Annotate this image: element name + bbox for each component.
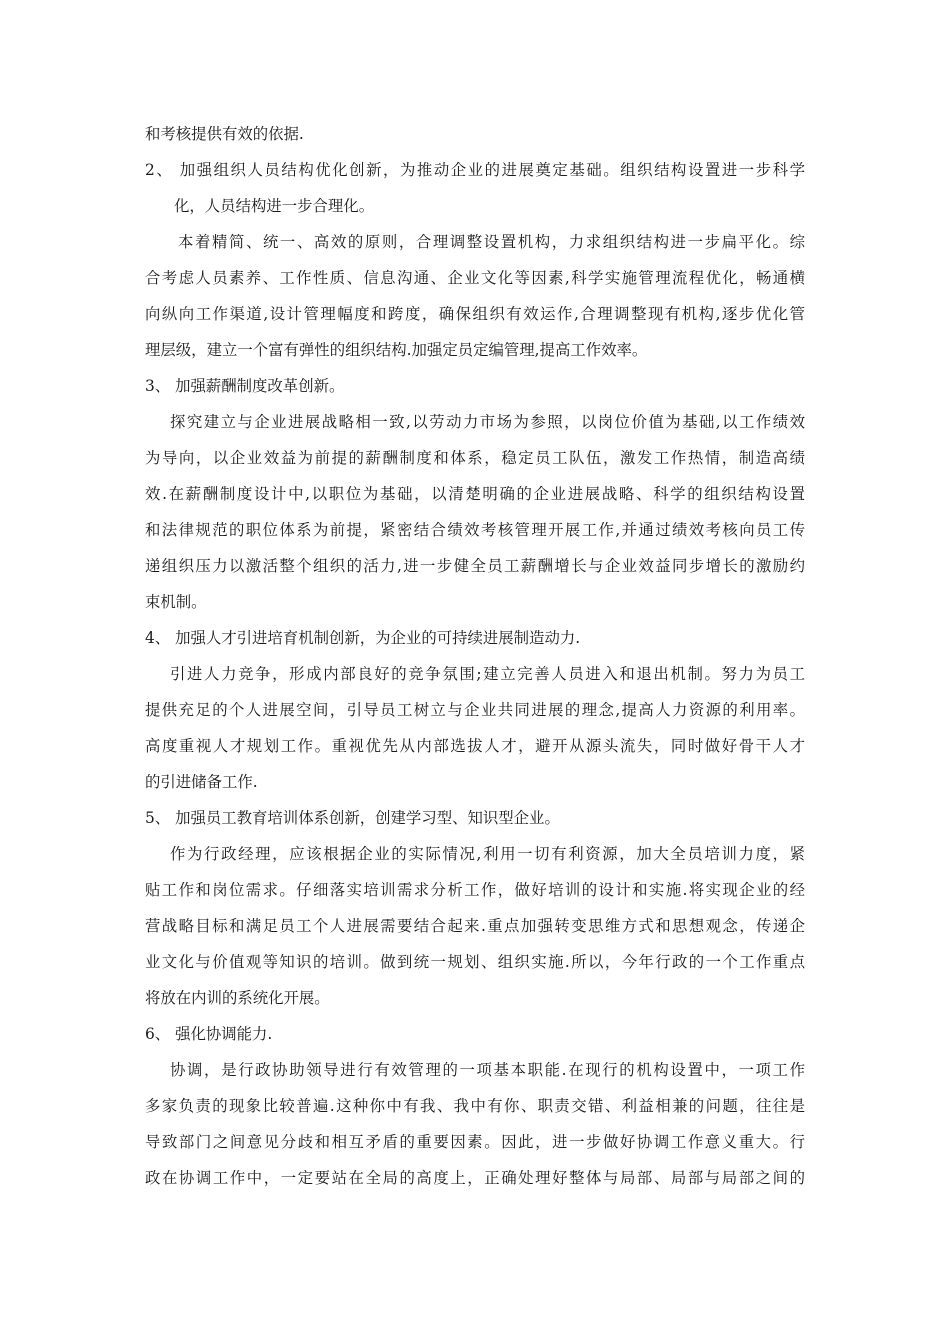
paragraph-line: 为导向，以企业效益为前提的薪酬制度和体系，稳定员工队伍，激发工作热情，制造高绩 [145, 449, 805, 467]
paragraph-line: 递组织压力以激活整个组织的活力,进一步健全员工薪酬增长与企业效益同步增长的激励约 [145, 557, 805, 575]
paragraph-line: 多家负责的现象比较普遍.这种你中有我、我中有你、职责交错、利益相兼的问题，往往是 [145, 1097, 805, 1115]
paragraph-line: 和法律规范的职位体系为前提，紧密结合绩效考核管理开展工作,并通过绩效考核向员工传 [145, 521, 805, 539]
paragraph-line: 的引进储备工作. [145, 773, 258, 791]
paragraph-line: 贴工作和岗位需求。仔细落实培训需求分析工作，做好培训的设计和实施.将实现企业的经 [145, 881, 805, 899]
paragraph-line: 效.在薪酬制度设计中,以职位为基础，以清楚明确的企业进展战略、科学的组织结构设置 [145, 485, 805, 503]
paragraph-line: 政在协调工作中，一定要站在全局的高度上，正确处理好整体与局部、局部与局部之间的 [145, 1169, 805, 1187]
paragraph-line: 本着精简、统一、高效的原则，合理调整设置机构，力求组织结构进一步扁平化。综 [178, 233, 805, 251]
section-heading-5: 5、 加强员工教育培训体系创新，创建学习型、知识型企业。 [145, 809, 560, 827]
section-heading-6: 6、 强化协调能力. [145, 1025, 273, 1043]
paragraph-line: 引进人力竞争，形成内部良好的竞争氛围;建立完善人员进入和退出机制。努力为员工 [170, 665, 805, 683]
paragraph-line: 营战略目标和满足员工个人进展需要结合起来.重点加强转变思维方式和思想观念，传递企 [145, 917, 805, 935]
section-heading-3: 3、 加强薪酬制度改革创新。 [145, 377, 345, 395]
paragraph-line: 协调，是行政协助领导进行有效管理的一项基本职能.在现行的机构设置中，一项工作 [170, 1061, 805, 1079]
paragraph-line: 向纵向工作渠道,设计管理幅度和跨度，确保组织有效运作,合理调整现有机构,逐步优化管 [145, 305, 805, 323]
paragraph-line: 导致部门之间意见分歧和相互矛盾的重要因素。因此，进一步做好协调工作意义重大。行 [145, 1133, 805, 1151]
text-line: 化，人员结构进一步合理化。 [174, 197, 375, 215]
section-heading-2: 2、 加强组织人员结构优化创新，为推动企业的进展奠定基础。组织结构设置进一步科学 [145, 161, 805, 179]
paragraph-line: 理层级，建立一个富有弹性的组织结构.加强定员定编管理,提高工作效率。 [145, 341, 648, 359]
paragraph-line: 业文化与价值观等知识的培训。做到统一规划、组织实施.所以，今年行政的一个工作重点 [145, 953, 805, 971]
paragraph-line: 高度重视人才规划工作。重视优先从内部选拔人才，避开从源头流失，同时做好骨干人才 [145, 737, 805, 755]
paragraph-line: 作为行政经理，应该根据企业的实际情况,利用一切有利资源，加大全员培训力度，紧 [170, 845, 805, 863]
paragraph-line: 探究建立与企业进展战略相一致,以劳动力市场为参照，以岗位价值为基础,以工作绩效 [170, 413, 805, 431]
paragraph-line: 束机制。 [145, 593, 207, 611]
paragraph-line: 提供充足的个人进展空间，引导员工树立与企业共同进展的理念,提高人力资源的利用率。 [145, 701, 805, 719]
paragraph-line: 合考虑人员素养、工作性质、信息沟通、企业文化等因素,科学实施管理流程优化，畅通横 [145, 269, 805, 287]
text-line: 和考核提供有效的依据. [145, 125, 304, 143]
section-heading-4: 4、 加强人才引进培育机制创新，为企业的可持续进展制造动力. [145, 629, 581, 647]
paragraph-line: 将放在内训的系统化开展。 [145, 989, 330, 1007]
